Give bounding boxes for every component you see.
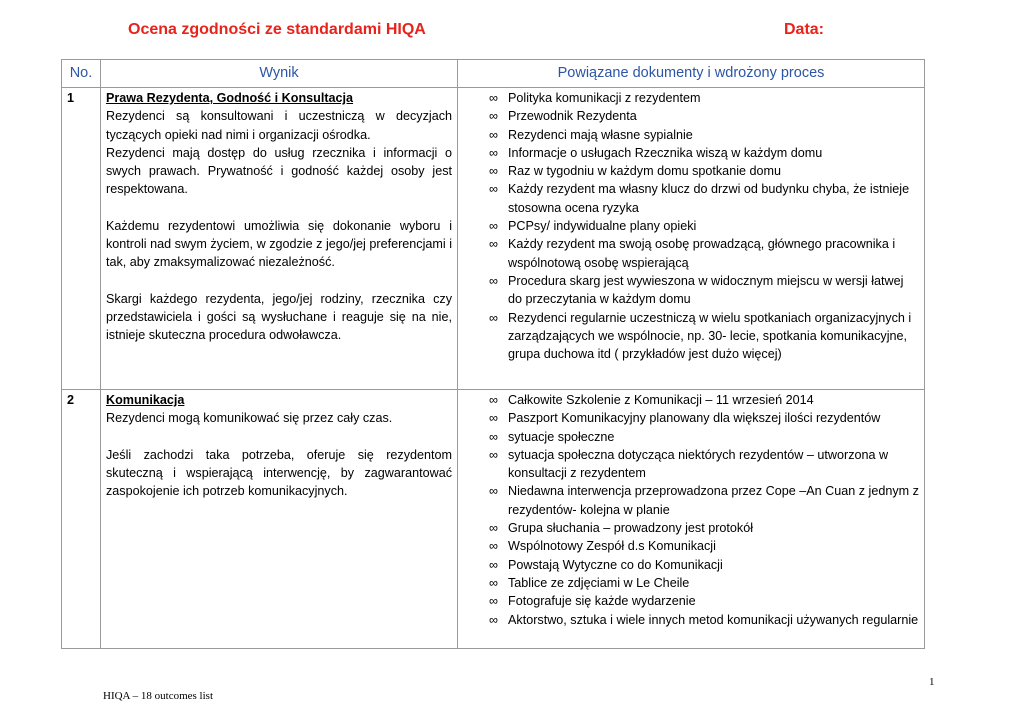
infinity-bullet-icon: ∞ [489, 127, 498, 142]
list-item: ∞ Informacje o usługach Rzecznika wiszą w każdym domu [463, 144, 920, 162]
list-item: ∞ Fotografuje się każde wydarzenie [463, 592, 920, 610]
page-number: 1 [929, 676, 935, 688]
row-number: 2 [62, 390, 101, 649]
list-item: ∞ Całkowite Szkolenie z Komunikacji – 11 wrzesień 2014 [463, 391, 920, 409]
list-item: ∞ Aktorstwo, sztuka i wiele innych metod komunikacji używanych regularnie [463, 611, 920, 629]
table-row [62, 390, 925, 649]
infinity-bullet-icon: ∞ [489, 594, 498, 609]
list-item: ∞ Polityka komunikacji z rezydentem [463, 89, 920, 107]
documents-list [463, 391, 920, 629]
table-header-row [62, 60, 925, 88]
infinity-bullet-icon: ∞ [489, 447, 498, 462]
result-paragraph: Każdemu rezydentowi umożliwia się dokonanie wyboru i kontroli nad swym życiem, w zgodzie z jego/jej preferencjami i tak, aby zmaksymalizować niezależność. [106, 218, 452, 270]
infinity-bullet-icon: ∞ [489, 484, 498, 499]
list-item: ∞ Niedawna interwencja przeprowadzona przez Cope –An Cuan z jednym z rezydentów- kolejna w planie [489, 484, 919, 517]
table-row [62, 88, 925, 390]
list-item: ∞ Paszport Komunikacyjny planowany dla większej ilości rezydentów [463, 409, 920, 427]
result-cell [101, 390, 458, 649]
document-title: Ocena zgodności ze standardami HIQA [128, 21, 426, 38]
list-item: ∞ Każdy rezydent ma własny klucz do drzwi od budynku chyba, że istnieje stosowna ocena ryzyka [489, 182, 910, 215]
column-header-result: Wynik [101, 60, 458, 88]
infinity-bullet-icon: ∞ [489, 557, 498, 572]
result-paragraph: Rezydenci są konsultowani i uczestniczą w decyzjach tyczących opieki nad nimi i organizacji ośrodka. [106, 109, 452, 142]
result-paragraph: Rezydenci mają dostęp do usług rzecznika i informacji o swych prawach. Prywatność i godność każdej osoby jest respektowana. [106, 145, 452, 197]
list-item: ∞ Każdy rezydent ma swoją osobę prowadzącą, głównego pracownika i wspólnotową osobę wspierającą [489, 237, 896, 270]
outcome-heading: Komunikacja [106, 393, 185, 407]
infinity-bullet-icon: ∞ [489, 91, 498, 105]
infinity-bullet-icon: ∞ [489, 145, 498, 160]
list-item: ∞ Tablice ze zdjęciami w Le Cheile [463, 574, 920, 592]
list-item: ∞ Powstają Wytyczne co do Komunikacji [463, 556, 920, 574]
infinity-bullet-icon: ∞ [489, 310, 498, 325]
infinity-bullet-icon: ∞ [489, 273, 498, 288]
infinity-bullet-icon: ∞ [489, 429, 498, 444]
infinity-bullet-icon: ∞ [489, 612, 498, 627]
infinity-bullet-icon: ∞ [489, 182, 498, 197]
column-header-no: No. [62, 60, 101, 88]
result-paragraph: Skargi każdego rezydenta, jego/jej rodziny, rzecznika czy przedstawiciela i gości są wysłuchane i reaguje się na nie, istnieje skuteczna procedura odwoławcza. [106, 291, 452, 343]
infinity-bullet-icon: ∞ [489, 521, 498, 536]
documents-cell [458, 390, 925, 649]
list-item: ∞ Grupa słuchania – prowadzony jest protokół [463, 519, 920, 537]
list-item: ∞ Raz w tygodniu w każdym domu spotkanie domu [463, 162, 920, 180]
outcome-heading: Prawa Rezydenta, Godność i Konsultacja [106, 91, 354, 105]
list-item: ∞ Procedura skarg jest wywieszona w widocznym miejscu w wersji łatwej do przeczytania w każdym domu [489, 273, 904, 307]
infinity-bullet-icon: ∞ [489, 575, 498, 590]
list-item: ∞ Rezydenci regularnie uczestniczą w wielu spotkaniach organizacyjnych i zarządzających we wspólnocie, np. 30- lecie, spotkania komunikacyjne, grupa duchowa itd ( przykładów jest dużo więcej) [489, 310, 912, 362]
list-item: ∞ sytuacja społeczna dotycząca niektórych rezydentów – utworzona w konsultacji z rezydentem [489, 447, 889, 481]
result-paragraph: Rezydenci mogą komunikować się przez cały czas. [106, 411, 393, 426]
column-header-documents: Powiązane dokumenty i wdrożony proces [458, 60, 925, 88]
infinity-bullet-icon: ∞ [489, 219, 498, 234]
infinity-bullet-icon: ∞ [489, 164, 498, 179]
list-item: ∞ sytuacje społeczne [463, 428, 920, 446]
row-number: 1 [62, 88, 101, 390]
infinity-bullet-icon: ∞ [489, 237, 498, 252]
infinity-bullet-icon: ∞ [489, 539, 498, 554]
documents-cell [458, 88, 925, 390]
result-cell [101, 88, 458, 390]
list-item: ∞ PCPsy/ indywidualne plany opieki [463, 217, 920, 235]
infinity-bullet-icon: ∞ [489, 393, 498, 407]
result-paragraph: Jeśli zachodzi taka potrzeba, oferuje się rezydentom skuteczną i wspierającą interwencję, by zagwarantować zaspokojenie ich potrzeb komunikacyjnych. [106, 447, 452, 499]
outcomes-table [61, 59, 925, 649]
infinity-bullet-icon: ∞ [489, 109, 498, 124]
date-label: Data: [784, 21, 825, 38]
footer-text: HIQA – 18 outcomes list [103, 690, 213, 702]
list-item: ∞ Wspólnotowy Zespół d.s Komunikacji [463, 537, 920, 555]
list-item: ∞ Rezydenci mają własne sypialnie [463, 126, 920, 144]
documents-list [463, 89, 920, 363]
list-item: ∞ Przewodnik Rezydenta [463, 107, 920, 125]
infinity-bullet-icon: ∞ [489, 411, 498, 426]
